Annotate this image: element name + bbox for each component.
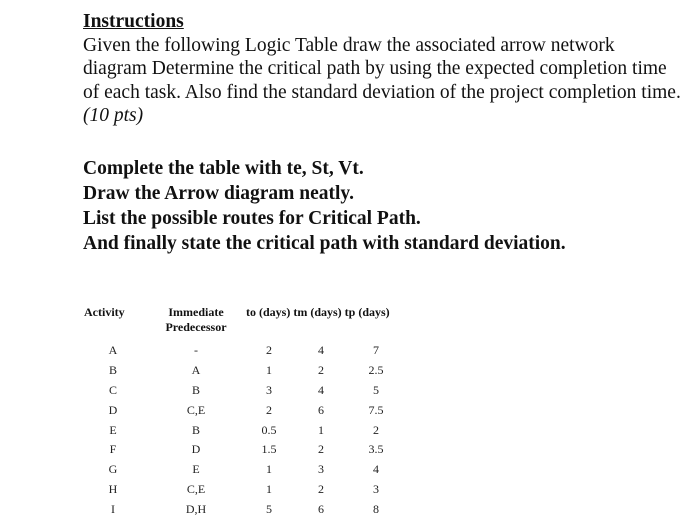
task-item: Draw the Arrow diagram neatly. [83,183,354,204]
table-row [80,480,402,500]
task-item: List the possible routes for Critical Path. [83,208,421,229]
cell-to: 1 [266,481,272,496]
cell-tp: 7.5 [368,402,384,417]
table-row [80,400,402,420]
cell-activity: F [109,442,117,457]
cell-to: 1 [266,462,272,477]
cell-to: 1 [266,363,272,378]
table-row [80,499,402,519]
cell-predecessor: D [191,442,201,457]
cell-to: 2 [266,343,272,358]
cell-predecessor: A [191,363,201,378]
cell-predecessor: D,H [185,501,207,516]
header-predecessor-line1: Immediate [168,305,224,319]
cell-predecessor: B [191,422,200,437]
cell-activity: E [109,422,117,437]
table-row [80,341,402,361]
task-item: And finally state the critical path with standard deviation. [83,233,566,254]
task-item: Complete the table with te, St, Vt. [83,158,364,179]
table-row [80,420,402,440]
header-predecessor-line2: Predecessor [165,320,227,334]
points-label: (10 pts) [83,105,144,126]
cell-activity: A [108,343,118,358]
cell-predecessor: E [192,462,200,477]
cell-activity: H [108,481,118,496]
cell-activity: G [108,462,118,477]
cell-tp: 7 [373,343,379,358]
cell-activity: D [108,402,118,417]
instructions-heading: Instructions [83,11,184,32]
logic-table [80,305,402,519]
header-times: to (days) tm (days) tp (days) [246,305,390,319]
cell-tp: 3 [373,481,379,496]
cell-predecessor: C,E [186,402,206,417]
cell-predecessor: - [194,343,198,358]
cell-tp: 8 [373,501,379,516]
cell-activity: B [108,363,117,378]
cell-to: 0.5 [261,422,277,437]
cell-tp: 2.5 [368,363,384,378]
cell-tm: 2 [318,442,324,457]
instructions-block [83,10,683,128]
cell-to: 3 [266,382,272,397]
table-body [80,341,402,519]
cell-tp: 5 [373,382,379,397]
cell-tm: 4 [318,382,324,397]
cell-to: 2 [266,402,272,417]
cell-predecessor: B [191,382,200,397]
cell-tp: 2 [373,422,379,437]
cell-tp: 4 [373,462,379,477]
cell-to: 1.5 [261,442,277,457]
cell-activity: C [108,382,117,397]
table-row [80,361,402,381]
cell-tm: 1 [318,422,324,437]
instructions-body: Given the following Logic Table draw the associated arrow network diagram Determine the critical path by using the expected completion time of each task. Also find the standard deviation of the project completion time. [83,34,681,103]
cell-tp: 3.5 [368,442,384,457]
table-row [80,381,402,401]
table-row [80,460,402,480]
header-activity: Activity [84,305,125,319]
cell-predecessor: C,E [186,481,206,496]
table-row [80,440,402,460]
cell-activity: I [111,501,115,516]
cell-tm: 3 [318,462,324,477]
cell-tm: 2 [318,481,324,496]
cell-tm: 4 [318,343,324,358]
header-predecessor [146,305,246,341]
task-list [83,156,683,256]
table-header-row [80,305,402,341]
cell-tm: 2 [318,363,324,378]
cell-to: 5 [266,501,272,516]
cell-tm: 6 [318,501,324,516]
cell-tm: 6 [318,402,324,417]
